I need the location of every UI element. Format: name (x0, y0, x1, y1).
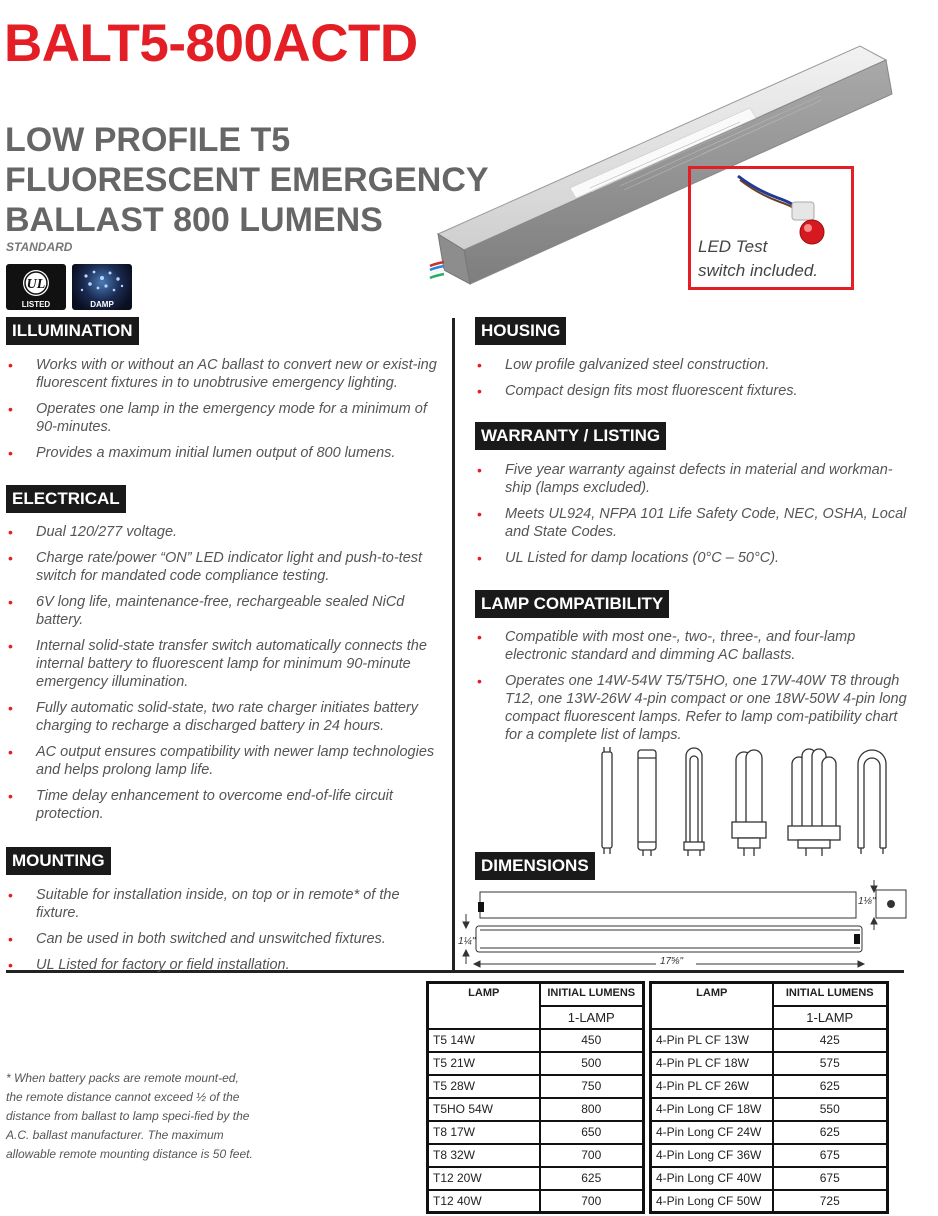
model-number: BALT5-800ACTD (4, 14, 418, 73)
u-tube-lamp-icon (858, 750, 886, 854)
list-item: • Compatible with most one-, two-, three-, and four-lamp electronic standard and dimming AC ballasts. (475, 628, 911, 664)
list-item: • Dual 120/277 voltage. (6, 523, 438, 541)
lumens-cell: 700 (540, 1144, 644, 1167)
dimension-height-top: 1⅛" (858, 896, 876, 907)
lumens-cell: 500 (540, 1052, 644, 1075)
lamp-cell: 4-Pin Long CF 18W (651, 1098, 773, 1121)
table-row (428, 1029, 644, 1052)
table-body-right (651, 1029, 888, 1213)
lamp-compat-heading: LAMP COMPATIBILITY (475, 590, 669, 618)
lumens-table-left (426, 981, 645, 1214)
list-item: • Fully automatic solid-state, two rate charger initiates battery charging to recharge a discharged battery in 24 hours. (6, 699, 438, 735)
led-test-callout (688, 166, 854, 290)
lumens-cell: 650 (540, 1121, 644, 1144)
callout-text (698, 235, 818, 283)
lumens-cell: 625 (773, 1121, 888, 1144)
lamp-cell: 4-Pin PL CF 26W (651, 1075, 773, 1098)
housing-heading: HOUSING (475, 317, 566, 345)
lumens-table-right (649, 981, 889, 1214)
list-item: • Suitable for installation inside, on top or in remote* of the fixture. (6, 886, 444, 922)
lamp-cell: 4-Pin PL CF 18W (651, 1052, 773, 1075)
electrical-list (6, 523, 438, 831)
title-line-1: LOW PROFILE T5 (5, 121, 291, 159)
list-item: • Provides a maximum initial lumen output of 800 lumens. (6, 444, 438, 462)
dimension-length: 17⅝" (660, 956, 684, 967)
damp-badge-label: DAMP (90, 300, 114, 309)
list-item: • UL Listed for factory or field installation. (6, 956, 444, 974)
table-row (428, 1144, 644, 1167)
lamp-cell: T5 21W (428, 1052, 540, 1075)
lamp-compat-list (475, 628, 911, 752)
lumens-cell: 575 (773, 1052, 888, 1075)
damp-badge (72, 264, 132, 310)
table-row (651, 1075, 888, 1098)
list-item: • UL Listed for damp locations (0°C – 50°C). (475, 549, 911, 567)
table-row (428, 1098, 644, 1121)
lamp-cell: T8 17W (428, 1121, 540, 1144)
lamp-cell: T5HO 54W (428, 1098, 540, 1121)
column-divider (452, 318, 455, 970)
callout-line-2: switch included. (698, 261, 819, 280)
lumens-cell: 425 (773, 1029, 888, 1052)
lumens-cell: 625 (773, 1075, 888, 1098)
lumens-cell: 675 (773, 1144, 888, 1167)
table-header-lumens: INITIAL LUMENS (773, 983, 888, 1006)
lumens-cell: 550 (773, 1098, 888, 1121)
title-line-3: BALLAST 800 LUMENS (5, 201, 383, 239)
pl-compact-lamp-icon (732, 750, 766, 856)
warranty-heading: WARRANTY / LISTING (475, 422, 666, 450)
lamp-cell: 4-Pin Long CF 24W (651, 1121, 773, 1144)
table-row (428, 1075, 644, 1098)
lamp-cell: 4-Pin Long CF 36W (651, 1144, 773, 1167)
lamp-cell: 4-Pin Long CF 40W (651, 1167, 773, 1190)
lamp-illustrations (596, 746, 896, 860)
list-item: • Works with or without an AC ballast to convert new or exist-ing fluorescent fixtures in to unobtrusive emergency lighting. (6, 356, 438, 392)
callout-line-1: LED Test (698, 237, 768, 256)
ul-listed-icon (6, 266, 66, 302)
damp-location-icon (72, 264, 132, 300)
table-row (428, 1052, 644, 1075)
svg-text:UL: UL (26, 277, 46, 292)
subtitle-standard: STANDARD (6, 240, 73, 254)
t5-lamp-icon (602, 747, 612, 854)
housing-list (475, 356, 905, 408)
illumination-list (6, 356, 438, 470)
lamp-cell: 4-Pin Long CF 50W (651, 1190, 773, 1213)
table-row (428, 1167, 644, 1190)
dimension-height-side: 1¼" (458, 936, 476, 947)
dimensions-diagram (456, 878, 916, 970)
list-item: • Operates one lamp in the emergency mode for a minimum of 90-minutes. (6, 400, 438, 436)
quad-compact-lamp-icon (788, 749, 840, 856)
table-row (428, 1190, 644, 1213)
electrical-heading: ELECTRICAL (6, 485, 126, 513)
list-item: • Compact design fits most fluorescent fixtures. (475, 382, 905, 400)
long-compact-lamp-icon (684, 748, 704, 856)
title-line-2: FLUORESCENT EMERGENCY (5, 161, 489, 199)
t8-lamp-icon (638, 750, 656, 856)
list-item: • Can be used in both switched and unswitched fixtures. (6, 930, 444, 948)
lumens-cell: 700 (540, 1190, 644, 1213)
table-header-lamp: LAMP (428, 983, 540, 1029)
list-item: • Meets UL924, NFPA 101 Life Safety Code, NEC, OSHA, Local and State Codes. (475, 505, 911, 541)
lamp-cell: T12 20W (428, 1167, 540, 1190)
table-subheader: 1-LAMP (540, 1006, 644, 1029)
ul-listed-badge (6, 264, 66, 310)
list-item: • Operates one 14W-54W T5/T5HO, one 17W-40W T8 through T12, one 13W-26W 4-pin compact or one 18W-50W 4-pin long compact fluorescent lamps. Refer to lamp com-patibility chart for a complete list of lamps. (475, 672, 911, 744)
lamp-cell: T5 28W (428, 1075, 540, 1098)
table-row (651, 1029, 888, 1052)
list-item: • Five year warranty against defects in material and workman-ship (lamps excluded). (475, 461, 911, 497)
list-item: • Internal solid-state transfer switch automatically connects the internal battery to fluorescent lamp for minimum 90-minute emergency illumination. (6, 637, 438, 691)
mounting-heading: MOUNTING (6, 847, 111, 875)
illumination-heading: ILLUMINATION (6, 317, 139, 345)
table-row (651, 1052, 888, 1075)
lamp-cell: T5 14W (428, 1029, 540, 1052)
lumens-cell: 725 (773, 1190, 888, 1213)
ul-badge-label: LISTED (21, 300, 51, 309)
list-item: • 6V long life, maintenance-free, rechargeable sealed NiCd battery. (6, 593, 438, 629)
lamp-cell: T8 32W (428, 1144, 540, 1167)
mounting-list (6, 886, 444, 982)
lamp-cell: T12 40W (428, 1190, 540, 1213)
dimensions-heading: DIMENSIONS (475, 852, 595, 880)
lumens-cell: 750 (540, 1075, 644, 1098)
table-header-lamp: LAMP (651, 983, 773, 1029)
table-row (428, 1121, 644, 1144)
lumens-cell: 625 (540, 1167, 644, 1190)
table-row (651, 1098, 888, 1121)
lumens-cell: 450 (540, 1029, 644, 1052)
table-row (651, 1167, 888, 1190)
lamp-cell: 4-Pin PL CF 13W (651, 1029, 773, 1052)
table-subheader: 1-LAMP (773, 1006, 888, 1029)
table-body-left (428, 1029, 644, 1213)
list-item: • Time delay enhancement to overcome end-of-life circuit protection. (6, 787, 438, 823)
table-row (651, 1121, 888, 1144)
list-item: • AC output ensures compatibility with newer lamp technologies and helps prolong lamp life. (6, 743, 438, 779)
table-row (651, 1190, 888, 1213)
list-item: • Low profile galvanized steel construction. (475, 356, 905, 374)
table-row (651, 1144, 888, 1167)
lumens-cell: 800 (540, 1098, 644, 1121)
lumens-cell: 675 (773, 1167, 888, 1190)
warranty-list (475, 461, 911, 575)
list-item: • Charge rate/power “ON” LED indicator light and push-to-test switch for mandated code compliance testing. (6, 549, 438, 585)
remote-mount-footnote: * When battery packs are remote mount-ed, the remote distance cannot exceed ½ of the distance from ballast to lamp speci-fied by the A.C. ballast manufacturer. The maximum allowable remote mounting distance is 50 feet. (6, 1071, 253, 1161)
table-header-lumens: INITIAL LUMENS (540, 983, 644, 1006)
